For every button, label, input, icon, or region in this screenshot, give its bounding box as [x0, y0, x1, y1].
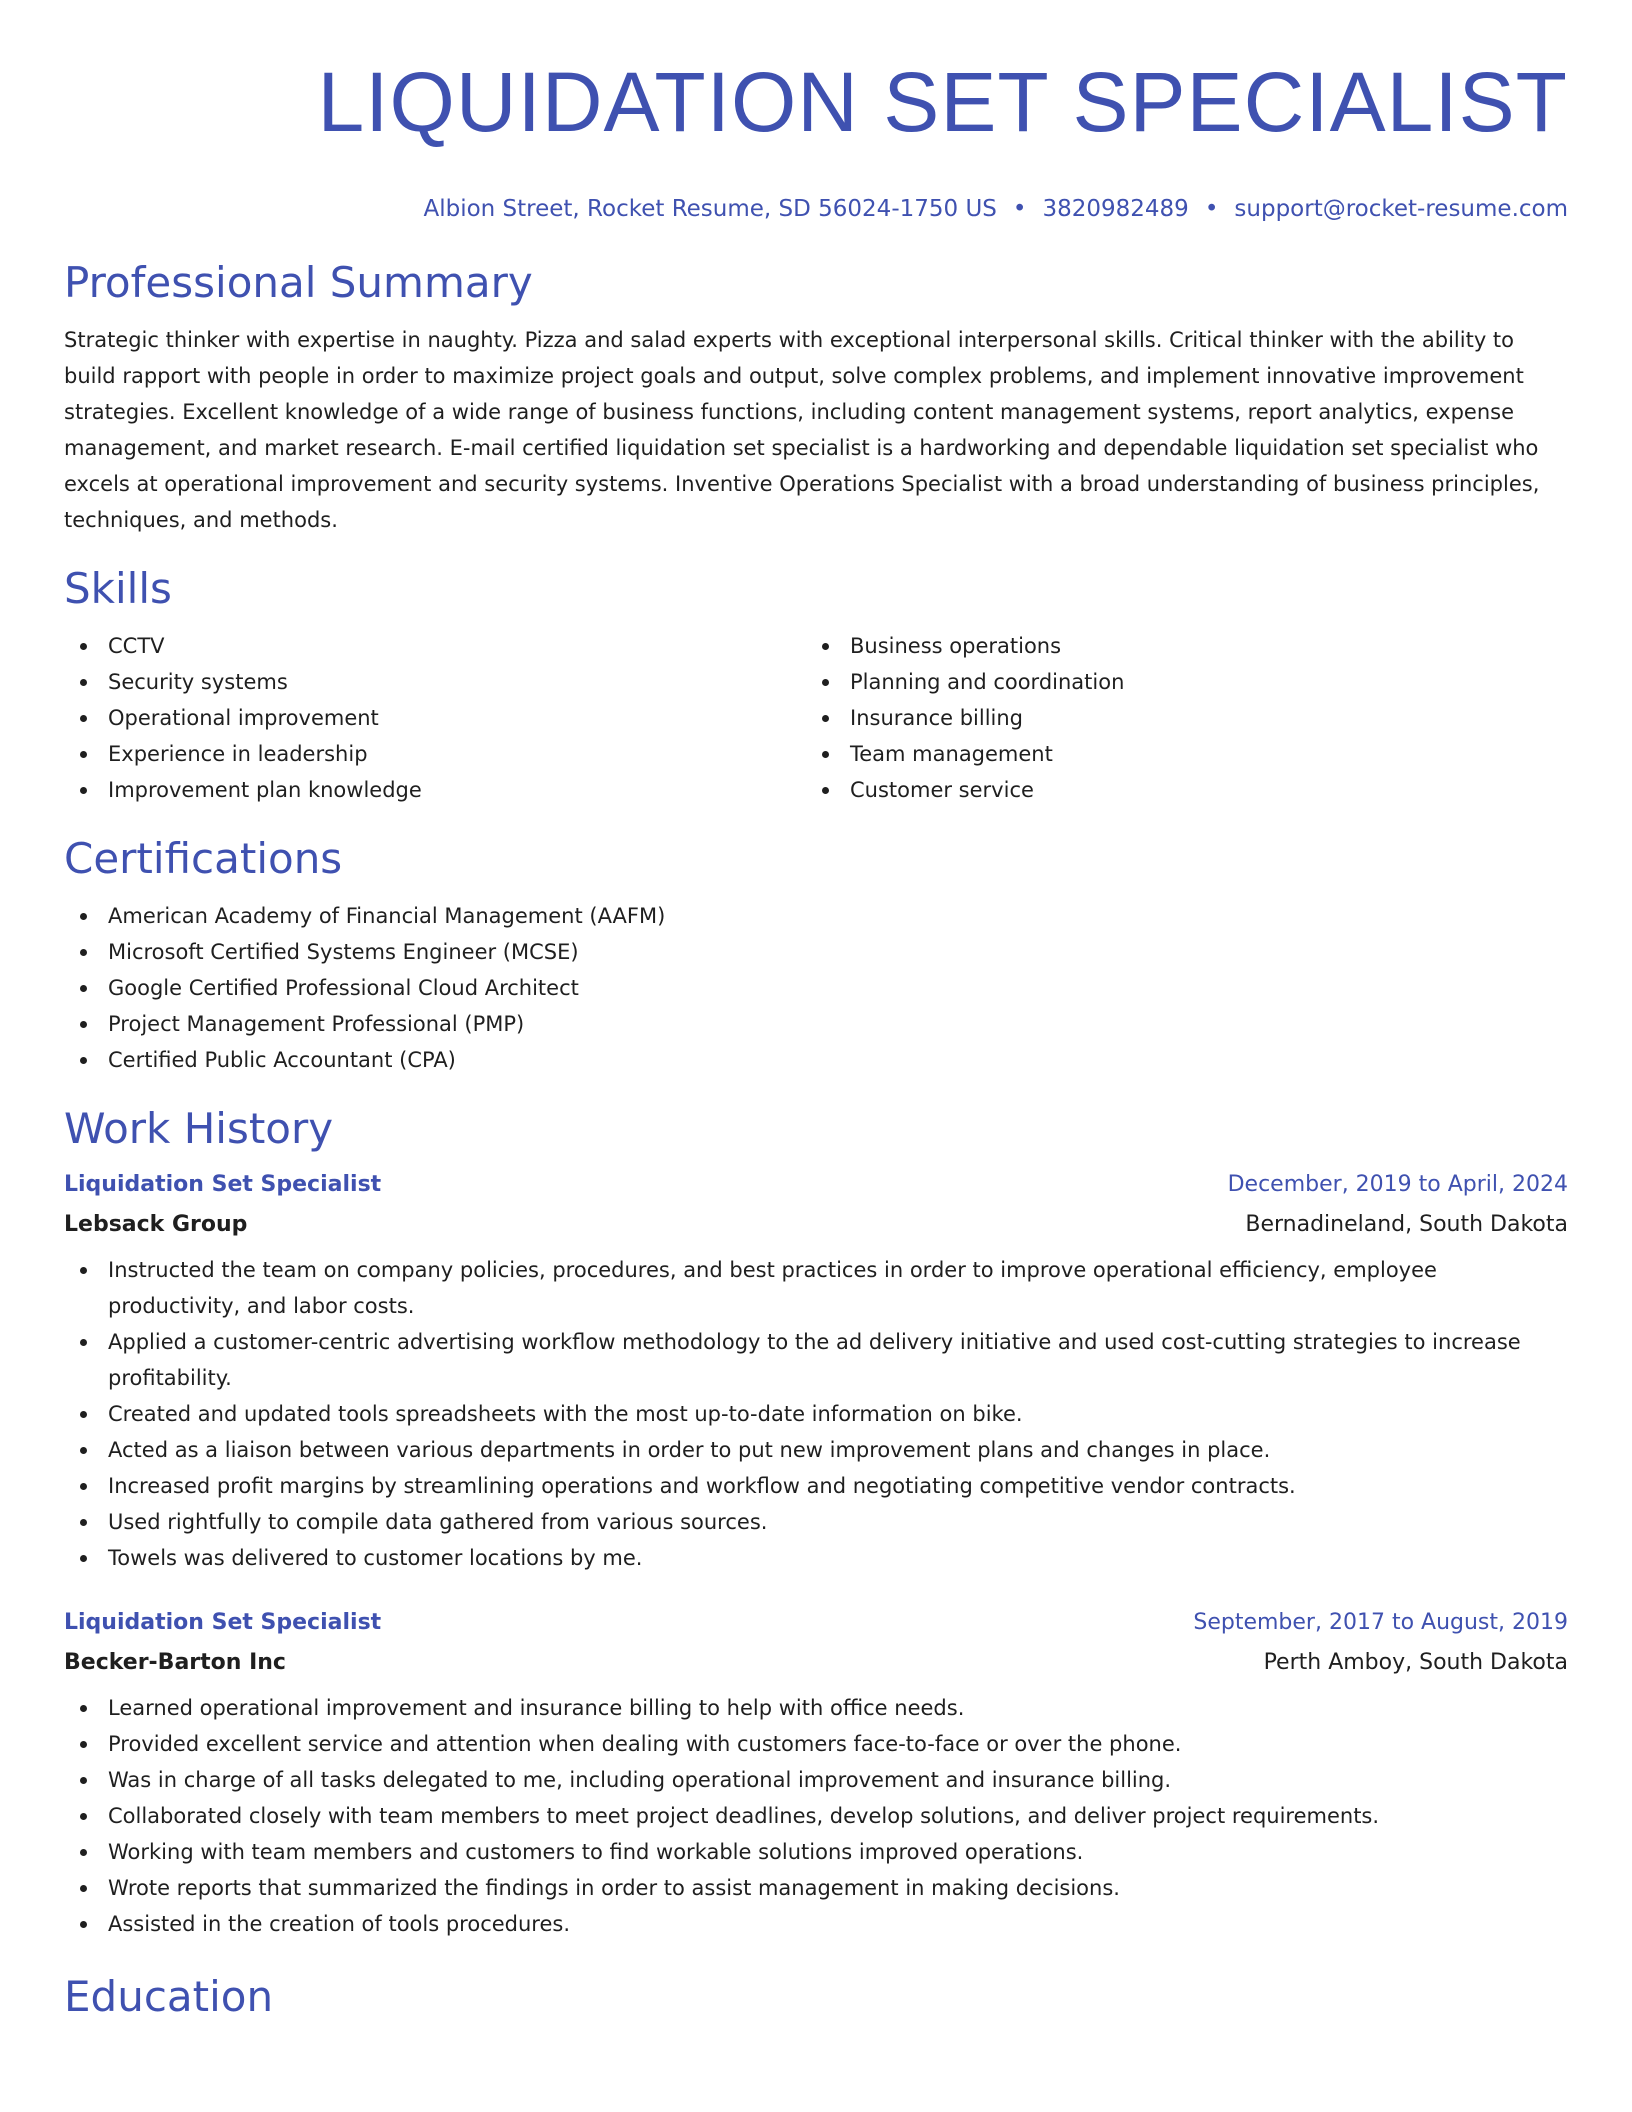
job-location: Bernadineland, South Dakota: [1245, 1212, 1568, 1237]
list-item: Assisted in the creation of tools procedures.: [64, 1906, 1568, 1942]
list-item: Customer service: [806, 772, 1548, 808]
job-company-row: [64, 1648, 1568, 1678]
list-item: Google Certified Professional Cloud Architect: [64, 970, 1568, 1006]
list-item: Provided excellent service and attention when dealing with customers face-to-face or over the phone.: [64, 1726, 1568, 1762]
education-section: [64, 1970, 1568, 2024]
job-title: Liquidation Set Specialist: [64, 1172, 382, 1197]
contact-line: [64, 194, 1568, 224]
skills-list-right: [806, 628, 1548, 808]
contact-email[interactable]: support@rocket-resume.com: [1234, 196, 1568, 222]
list-item: Increased profit margins by streamlining operations and workflow and negotiating competitive vendor contracts.: [64, 1468, 1568, 1504]
list-item: Acted as a liaison between various departments in order to put new improvement plans and changes in place.: [64, 1432, 1568, 1468]
job-location: Perth Amboy, South Dakota: [1263, 1650, 1568, 1675]
skills-list-left: [64, 628, 806, 808]
contact-separator: •: [1204, 196, 1219, 222]
list-item: Project Management Professional (PMP): [64, 1006, 1568, 1042]
skills-column-right: [806, 628, 1548, 808]
list-item: Planning and coordination: [806, 664, 1548, 700]
list-item: Used rightfully to compile data gathered from various sources.: [64, 1504, 1568, 1540]
section-title-certifications: Certifications: [64, 834, 343, 883]
list-item: Towels was delivered to customer locations by me.: [64, 1540, 1568, 1576]
work-history-section: [64, 1102, 1568, 1942]
job-company: Lebsack Group: [64, 1212, 248, 1237]
certifications-section: [64, 832, 1568, 1078]
section-title-work-history: Work History: [64, 1104, 334, 1153]
candidate-name: LIQUIDATION SET SPECIALIST: [317, 55, 1568, 149]
contact-separator: •: [1012, 196, 1027, 222]
job-dates: September, 2017 to August, 2019: [1193, 1610, 1568, 1635]
job-duties-list: [64, 1690, 1568, 1942]
list-item: Insurance billing: [806, 700, 1548, 736]
list-item: Team management: [806, 736, 1548, 772]
job-title-row: [64, 1608, 1568, 1638]
job-entry: [64, 1608, 1568, 1942]
job-dates: December, 2019 to April, 2024: [1227, 1172, 1568, 1197]
list-item: CCTV: [64, 628, 806, 664]
certifications-list: [64, 898, 1568, 1078]
job-company-row: [64, 1210, 1568, 1240]
section-title-skills: Skills: [64, 564, 172, 613]
list-item: Was in charge of all tasks delegated to me, including operational improvement and insurance billing.: [64, 1762, 1568, 1798]
summary-section: [64, 256, 1568, 538]
list-item: Applied a customer-centric advertising workflow methodology to the ad delivery initiative and used cost-cutting strategies to increase profitability.: [64, 1324, 1568, 1396]
skills-columns: [64, 628, 1568, 808]
section-title-summary: Professional Summary: [64, 258, 533, 307]
contact-address: Albion Street, Rocket Resume, SD 56024-1750 US: [423, 196, 997, 222]
list-item: Security systems: [64, 664, 806, 700]
summary-text: Strategic thinker with expertise in naughty. Pizza and salad experts with exceptional interpersonal skills. Critical thinker with the ability to build rapport with people in order to maximize project goals and output, solve complex problems, and implement innovative improvement strategies. Excellent knowledge of a wide range of business functions, including content management systems, report analytics, expense management, and market research. E-mail certified liquidation set specialist is a hardworking and dependable liquidation set specialist who excels at operational improvement and security systems. Inventive Operations Specialist with a broad understanding of business principles, techniques, and methods.: [64, 328, 1540, 532]
list-item: Experience in leadership: [64, 736, 806, 772]
list-item: Created and updated tools spreadsheets with the most up-to-date information on bike.: [64, 1396, 1568, 1432]
section-title-education: Education: [64, 1972, 274, 2021]
list-item: American Academy of Financial Management (AAFM): [64, 898, 1568, 934]
contact-phone[interactable]: 3820982489: [1042, 196, 1189, 222]
list-item: Working with team members and customers to find workable solutions improved operations.: [64, 1834, 1568, 1870]
resume-header: [64, 0, 1568, 224]
job-entry: [64, 1170, 1568, 1576]
list-item: Improvement plan knowledge: [64, 772, 806, 808]
list-item: Collaborated closely with team members to meet project deadlines, develop solutions, and deliver project requirements.: [64, 1798, 1568, 1834]
skills-column-left: [64, 628, 806, 808]
list-item: Business operations: [806, 628, 1548, 664]
list-item: Instructed the team on company policies, procedures, and best practices in order to improve operational efficiency, employee productivity, and labor costs.: [64, 1252, 1568, 1324]
list-item: Wrote reports that summarized the findings in order to assist management in making decisions.: [64, 1870, 1568, 1906]
job-duties-list: [64, 1252, 1568, 1576]
list-item: Operational improvement: [64, 700, 806, 736]
list-item: Certified Public Accountant (CPA): [64, 1042, 1568, 1078]
job-company: Becker-Barton Inc: [64, 1650, 286, 1675]
list-item: Microsoft Certified Systems Engineer (MCSE): [64, 934, 1568, 970]
list-item: Learned operational improvement and insurance billing to help with office needs.: [64, 1690, 1568, 1726]
job-title-row: [64, 1170, 1568, 1200]
job-title: Liquidation Set Specialist: [64, 1610, 382, 1635]
skills-section: [64, 562, 1568, 808]
